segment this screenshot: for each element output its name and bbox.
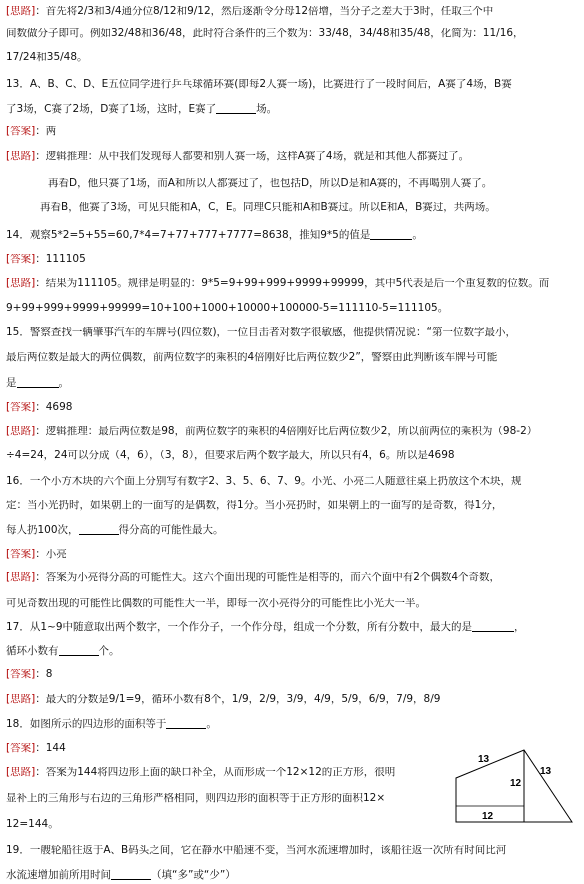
line-text: ：两: [35, 126, 57, 137]
text-line: [6, 845, 578, 856]
line-text: ：逻辑推理：从中我们发现每人都要和别人赛一场，这样A赛了4场，就是和其他人都赛过了。: [35, 151, 470, 162]
line-text: 再看B，他赛了3场，可见只能和A，C，E。同理C只能和A和B赛过。所以E和A，B赛过，共两场。: [40, 202, 496, 213]
text-line: [6, 621, 578, 633]
section-tag: [答案]: [6, 402, 36, 413]
line-text: ：最大的分数是9/1=9，循环小数有8个，1/9，2/9，3/9，4/9，5/9，6/9，7/9，8/9: [35, 694, 441, 705]
line-text: 15．警察查找一辆肇事汽车的车牌号(四位数)，一位目击者对数字很敏感，他提供情况说：“第一位数字最小，: [6, 327, 516, 338]
line-text: 间数做分子即可。例如32/48和36/48，此时符合条件的三个数为：33/48，34/48和35/48，化简为：11/16，: [6, 28, 524, 39]
line-text: 再看D，他只赛了1场，而A和所以人都赛过了，也包括D，所以D是和A赛的，不再喝别人赛了。: [48, 178, 493, 189]
line-text: 16．一个小方木块的六个面上分别写有数字2、3、5、6、7、9。小光、小亮二人随意往桌上扔放这个木块，规: [6, 476, 522, 487]
line-text-after: ，: [514, 621, 525, 633]
text-line: [6, 426, 578, 437]
line-text: ：首先将2/3和3/4通分位8/12和9/12，然后逐渐令分母12倍增，当分子之差大于3时，任取三个中: [35, 6, 494, 17]
section-tag: [答案]: [6, 126, 36, 137]
section-tag: [答案]: [6, 743, 36, 754]
line-text: 14．观察5*2=5+55=60,7*4=7+77+777+7777=8638，推知9*5的值是: [6, 229, 371, 241]
line-text: 了3场，C赛了2场，D赛了1场，这时，E赛了: [6, 103, 217, 115]
line-text: 17/24和35/48。: [6, 52, 88, 63]
text-line: [48, 178, 578, 189]
line-text-after: 。: [206, 718, 217, 730]
text-line: [6, 549, 578, 560]
line-text-after: 场。: [256, 103, 278, 115]
text-line: [6, 126, 578, 137]
line-text: 是: [6, 377, 17, 389]
answer-blank: [370, 229, 412, 240]
line-text: 17．从1~9中随意取出两个数字，一个作分子，一个作分母，组成一个分数，所有分数中，最大的是: [6, 621, 473, 633]
text-line: [6, 869, 578, 881]
line-text: ：8: [35, 669, 53, 680]
line-text: 9+99+999+9999+99999=10+100+1000+10000+100000-5=111110-5=111105。: [6, 303, 449, 314]
answer-blank: [79, 524, 119, 535]
section-tag: [思路]: [6, 426, 36, 437]
section-tag: [答案]: [6, 669, 36, 680]
section-tag: [思路]: [6, 6, 36, 17]
label-height: 12: [510, 778, 522, 789]
line-text-after: 得分高的可能性最大。: [118, 524, 224, 536]
line-text: 显补上的三角形与右边的三角形严格相同，则四边形的面积等于正方形的面积12×: [6, 793, 386, 804]
line-text: 每人扔100次，: [6, 524, 79, 536]
line-text: 13．A、B、C、D、E五位同学进行乒乓球循环赛(即每2人赛一场)，比赛进行了一段时间后，A赛了4场，B赛: [6, 79, 512, 90]
section-tag: [思路]: [6, 767, 36, 778]
section-tag: [答案]: [6, 549, 36, 560]
text-line: [6, 402, 578, 413]
line-text: ：结果为111105。规律是明显的：9*5=9+99+999+9999+99999，其中5代表是后一个重复数的位数。而: [35, 278, 550, 289]
line-text: ：答案为小亮得分高的可能性大。这六个面出现的可能性是相等的，而六个面中有2个偶数4个奇数，: [35, 572, 501, 583]
text-line: [6, 718, 578, 730]
text-line: [6, 500, 578, 511]
line-text-after: 个。: [98, 645, 120, 657]
line-text: ：144: [35, 743, 66, 754]
section-tag: [思路]: [6, 278, 36, 289]
line-text: 循环小数有: [6, 645, 59, 657]
text-line: [6, 598, 578, 609]
line-text: ：4698: [35, 402, 73, 413]
text-line: [6, 645, 578, 657]
quadrilateral-figure: [448, 740, 580, 828]
line-text: 19．一艘轮船往返于A、B码头之间，它在静水中船速不变，当河水流速增加时，该船往返一次所有时间比河: [6, 845, 507, 856]
answer-blank: [111, 869, 151, 880]
answer-blank: [17, 377, 59, 388]
line-text: ：小亮: [35, 549, 67, 560]
text-line: [6, 103, 578, 115]
text-line: [6, 254, 578, 265]
text-line: [6, 524, 578, 536]
label-base: 12: [482, 811, 494, 822]
line-text: 水流速增加前所用时间: [6, 869, 111, 881]
answer-blank: [166, 718, 206, 729]
section-tag: [思路]: [6, 151, 36, 162]
text-line: [6, 79, 578, 90]
text-line: [6, 327, 578, 338]
line-text: 12=144。: [6, 819, 59, 830]
line-text: ：答案为144将四边形上面的缺口补全，从而形成一个12×12的正方形，很明: [35, 767, 396, 778]
section-tag: [思路]: [6, 572, 36, 583]
label-top-side: 13: [478, 754, 490, 765]
answer-blank: [216, 103, 256, 114]
text-line: [6, 151, 578, 162]
text-line: [6, 352, 578, 363]
text-line: [6, 572, 578, 583]
line-text-after: 。: [58, 377, 69, 389]
line-text: ：111105: [35, 254, 86, 265]
line-text-after: 。: [412, 229, 423, 241]
label-slanted-side: 13: [540, 766, 552, 777]
answer-blank: [59, 645, 99, 656]
section-tag: [思路]: [6, 694, 36, 705]
text-line: [6, 28, 578, 39]
text-line: [6, 377, 578, 389]
text-line: [6, 450, 578, 461]
text-line: [40, 202, 578, 213]
text-line: [6, 694, 578, 705]
answer-blank: [472, 621, 514, 632]
line-text: 定：当小光扔时，如果朝上的一面写的是偶数，得1分。当小亮扔时，如果朝上的一面写的是奇数，得1分，: [6, 500, 503, 511]
text-line: [6, 303, 578, 314]
text-line: [6, 476, 578, 487]
line-text: 最后两位数是最大的两位偶数，前两位数字的乘积的4倍刚好比后两位数少2”，警察由此判断该车牌号可能: [6, 352, 498, 363]
line-text: ：逻辑推理：最后两位数是98，前两位数字的乘积的4倍刚好比后两位数少2，所以前两位的乘积为（98-2）: [35, 426, 538, 437]
line-text: 可见奇数出现的可能性比偶数的可能性大一半，即每一次小亮得分的可能性比小光大一半。: [6, 598, 426, 609]
line-text-after: （填“多”或“少”）: [151, 869, 236, 881]
text-line: [6, 278, 578, 289]
line-text: 18．如图所示的四边形的面积等于: [6, 718, 167, 730]
text-line: [6, 52, 578, 63]
line-text: ÷4=24，24可以分成（4，6），（3，8），但要求后两个数字最大，所以只有4，6。所以是4698: [6, 450, 455, 461]
text-line: [6, 229, 578, 241]
text-line: [6, 6, 578, 17]
text-line: [6, 669, 578, 680]
section-tag: [答案]: [6, 254, 36, 265]
